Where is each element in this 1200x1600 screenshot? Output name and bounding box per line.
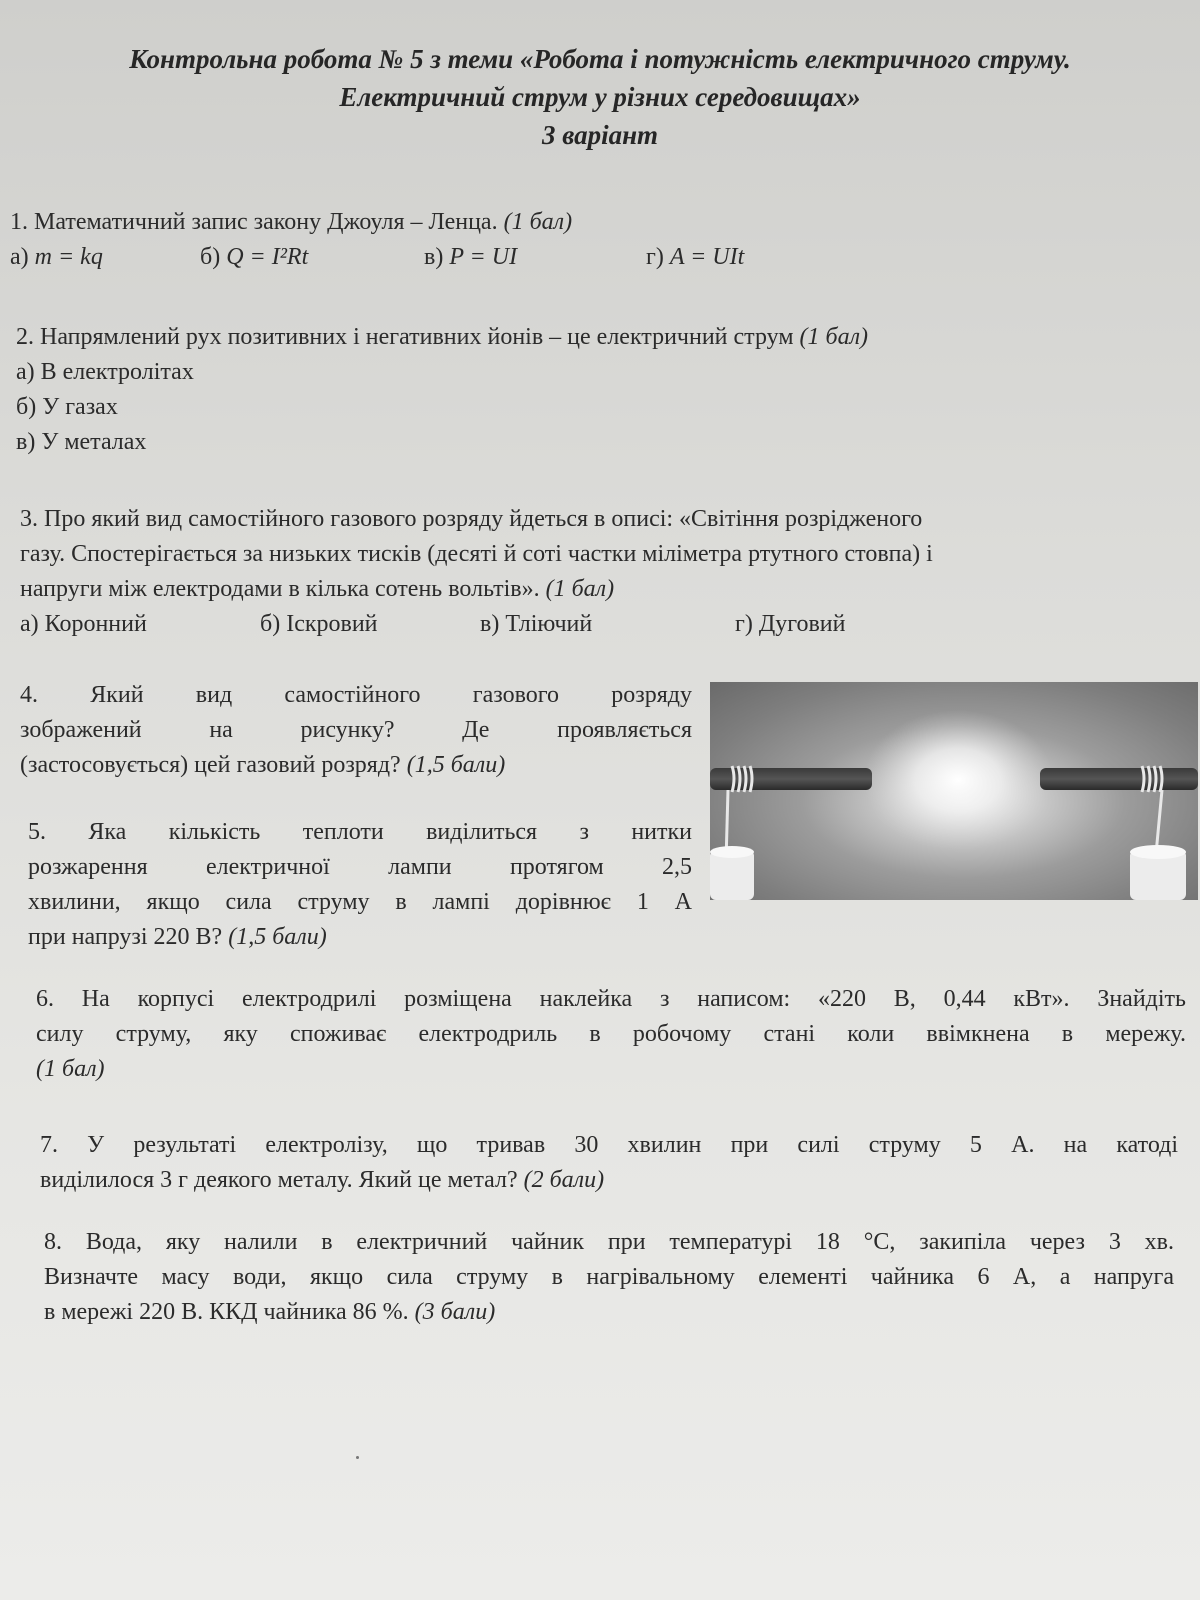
- question-7-line-1: 7. У результаті електролізу, що тривав 30 хвилин при силі струму 5 А. на катоді: [40, 1132, 1178, 1158]
- question-3-line-2: газу. Спостерігається за низьких тисків (десяті й соті частки міліметра ртутного стовпа) і: [20, 541, 933, 567]
- question-5-line-4: при напрузі 220 В?: [28, 924, 223, 950]
- question-6: [36, 982, 1186, 1087]
- question-3-option-b: б) Іскровий: [260, 611, 378, 637]
- question-3-points: (1 бал): [545, 576, 615, 602]
- question-5: [28, 815, 692, 955]
- question-6-line-2: силу струму, яку споживає електродриль в робочому стані коли ввімкнена в мережу.: [36, 1021, 1186, 1047]
- question-7: [40, 1128, 1178, 1198]
- question-3-option-a: а) Коронний: [20, 611, 147, 637]
- question-2-points: (1 бал): [799, 324, 869, 350]
- question-1-option-a: [10, 240, 103, 275]
- gas-discharge-illustration: [710, 682, 1198, 900]
- question-6-points: (1 бал): [36, 1056, 105, 1082]
- question-1-option-v: [424, 240, 517, 275]
- discharge-glow: [863, 710, 1053, 850]
- option-formula: P = UI: [449, 244, 518, 270]
- question-4: [20, 678, 692, 783]
- option-formula: m = kq: [34, 244, 103, 270]
- paper-speck: [356, 1456, 359, 1459]
- question-1-option-b: [200, 240, 308, 275]
- question-5-line-3: хвилини, якщо сила струму в лампі дорівнює 1 А: [28, 889, 692, 915]
- option-formula: A = UIt: [669, 244, 745, 270]
- question-6-line-1: 6. На корпусі електродрилі розміщена наклейка з написом: «220 В, 0,44 кВт». Знайдіть: [36, 986, 1186, 1012]
- option-label: г): [646, 244, 664, 270]
- question-2-option-b: б) У газах: [16, 394, 118, 420]
- question-3: [20, 502, 1200, 642]
- question-2-option-a: а) В електролітах: [16, 359, 194, 385]
- question-1: [10, 205, 1190, 275]
- question-8-line-1: 8. Вода, яку налили в електричний чайник при температурі 18 °С, закипіла через 3 хв.: [44, 1229, 1174, 1255]
- question-8-points: (3 бали): [414, 1299, 496, 1325]
- question-1-text: 1. Математичний запис закону Джоуля – Ленца.: [10, 209, 498, 235]
- question-8-line-3: в мережі 220 В. ККД чайника 86 %.: [44, 1299, 409, 1325]
- question-3-line-3: напруги між електродами в кілька сотень вольтів».: [20, 576, 540, 602]
- question-2: [16, 320, 1196, 460]
- title-line-2: Електричний струм у різних середовищах»: [339, 82, 861, 112]
- question-1-option-g: [646, 240, 744, 275]
- question-5-line-1: 5. Яка кількість теплоти виділиться з нитки: [28, 819, 692, 845]
- title-block: [0, 40, 1200, 154]
- question-4-line-3: (застосовується) цей газовий розряд?: [20, 752, 401, 778]
- question-3-line-1: 3. Про який вид самостійного газового розряду йдеться в описі: «Світіння розрідженого: [20, 506, 923, 532]
- question-4-points: (1,5 бали): [406, 752, 506, 778]
- title-line-1: Контрольна робота № 5 з теми «Робота і потужність електричного струму.: [129, 44, 1071, 74]
- question-3-options: [20, 607, 1200, 642]
- question-8: [44, 1225, 1174, 1330]
- question-2-text: 2. Напрямлений рух позитивних і негативних йонів – це електричний струм: [16, 324, 794, 350]
- option-label: б): [200, 244, 221, 270]
- option-label: а): [10, 244, 29, 270]
- option-label: в): [424, 244, 444, 270]
- variant-label: 3 варіант: [541, 120, 659, 150]
- question-5-points: (1,5 бали): [228, 924, 327, 950]
- question-3-option-g: г) Дуговий: [735, 611, 846, 637]
- question-4-line-2: зображений на рисунку? Де проявляється: [20, 717, 692, 743]
- question-7-points: (2 бали): [523, 1167, 605, 1193]
- question-1-options: [10, 240, 1190, 275]
- option-formula: Q = I²Rt: [226, 244, 309, 270]
- question-7-line-2: виділилося 3 г деякого металу. Який це метал?: [40, 1167, 518, 1193]
- question-4-line-1: 4. Який вид самостійного газового розряду: [20, 682, 692, 708]
- question-8-line-2: Визначте масу води, якщо сила струму в нагрівальному елементі чайника 6 А, а напруга: [44, 1264, 1174, 1290]
- question-5-line-2: розжарення електричної лампи протягом 2,5: [28, 854, 692, 880]
- gas-discharge-photo: [710, 682, 1198, 900]
- question-2-option-v: в) У металах: [16, 429, 147, 455]
- question-1-points: (1 бал): [503, 209, 573, 235]
- right-electrode: [1040, 768, 1198, 790]
- question-3-option-v: в) Тліючий: [480, 611, 593, 637]
